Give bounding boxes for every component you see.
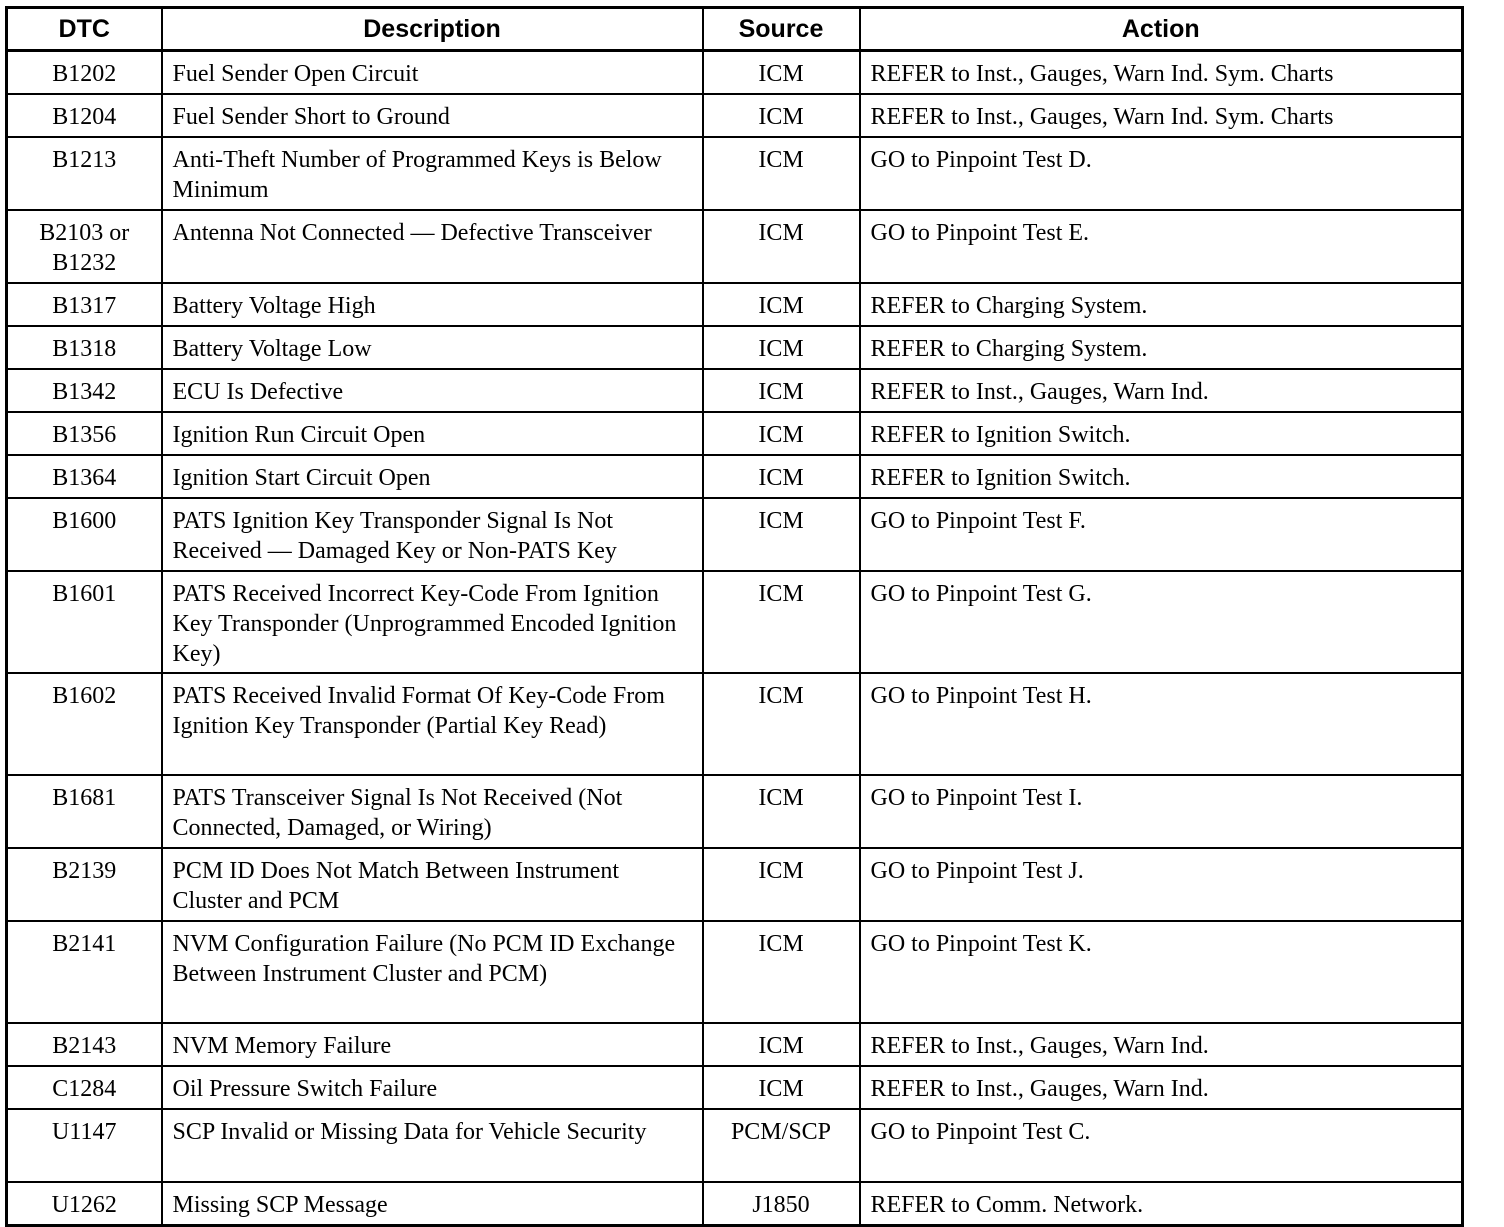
- table-row: [7, 498, 1463, 571]
- dtc-code: B1318: [7, 326, 162, 369]
- dtc-description: Fuel Sender Open Circuit: [162, 51, 703, 95]
- dtc-code: C1284: [7, 1066, 162, 1109]
- table-row: [7, 326, 1463, 369]
- dtc-code: B1202: [7, 51, 162, 95]
- table-row: [7, 283, 1463, 326]
- table-row: [7, 94, 1463, 137]
- dtc-code: B1602: [7, 673, 162, 775]
- dtc-source: ICM: [703, 455, 860, 498]
- dtc-code: B2139: [7, 848, 162, 921]
- dtc-source: ICM: [703, 571, 860, 673]
- table-row: [7, 412, 1463, 455]
- header-source: Source: [703, 8, 860, 51]
- table-row: [7, 455, 1463, 498]
- dtc-description: Missing SCP Message: [162, 1182, 703, 1226]
- dtc-description: Antenna Not Connected — Defective Transceiver: [162, 210, 703, 283]
- dtc-source: ICM: [703, 1023, 860, 1066]
- dtc-source: ICM: [703, 51, 860, 95]
- dtc-code: B1681: [7, 775, 162, 848]
- dtc-description: Battery Voltage Low: [162, 326, 703, 369]
- table-header: [7, 8, 1463, 51]
- dtc-description: SCP Invalid or Missing Data for Vehicle Security: [162, 1109, 703, 1182]
- header-action: Action: [860, 8, 1463, 51]
- dtc-code: U1262: [7, 1182, 162, 1226]
- dtc-action: GO to Pinpoint Test H.: [860, 673, 1463, 775]
- dtc-code: B1600: [7, 498, 162, 571]
- dtc-source: ICM: [703, 412, 860, 455]
- dtc-description: Ignition Start Circuit Open: [162, 455, 703, 498]
- dtc-description: PATS Transceiver Signal Is Not Received (Not Connected, Damaged, or Wiring): [162, 775, 703, 848]
- dtc-description: ECU Is Defective: [162, 369, 703, 412]
- dtc-description: Anti-Theft Number of Programmed Keys is Below Minimum: [162, 137, 703, 210]
- dtc-action: REFER to Ignition Switch.: [860, 455, 1463, 498]
- dtc-code: B1317: [7, 283, 162, 326]
- dtc-table: [5, 6, 1464, 1227]
- dtc-code: B2143: [7, 1023, 162, 1066]
- dtc-action: REFER to Charging System.: [860, 283, 1463, 326]
- table-row: [7, 1182, 1463, 1226]
- table-body: [7, 51, 1463, 1226]
- dtc-action: REFER to Ignition Switch.: [860, 412, 1463, 455]
- dtc-action: REFER to Inst., Gauges, Warn Ind.: [860, 369, 1463, 412]
- dtc-action: REFER to Comm. Network.: [860, 1182, 1463, 1226]
- dtc-code: B2141: [7, 921, 162, 1023]
- dtc-description: Battery Voltage High: [162, 283, 703, 326]
- dtc-source: ICM: [703, 369, 860, 412]
- header-description: Description: [162, 8, 703, 51]
- dtc-action: GO to Pinpoint Test D.: [860, 137, 1463, 210]
- dtc-code: B1356: [7, 412, 162, 455]
- dtc-description: PATS Received Incorrect Key-Code From Ignition Key Transponder (Unprogrammed Encoded Ignition Key): [162, 571, 703, 673]
- header-row: [7, 8, 1463, 51]
- dtc-source: J1850: [703, 1182, 860, 1226]
- dtc-description: NVM Memory Failure: [162, 1023, 703, 1066]
- dtc-action: REFER to Inst., Gauges, Warn Ind. Sym. Charts: [860, 51, 1463, 95]
- table-row: [7, 848, 1463, 921]
- table-row: [7, 137, 1463, 210]
- dtc-description: PATS Received Invalid Format Of Key-Code From Ignition Key Transponder (Partial Key Read): [162, 673, 703, 775]
- table-row: [7, 369, 1463, 412]
- dtc-code: B1213: [7, 137, 162, 210]
- dtc-code: B1601: [7, 571, 162, 673]
- dtc-code: B2103 or B1232: [7, 210, 162, 283]
- dtc-code: B1204: [7, 94, 162, 137]
- dtc-description: Fuel Sender Short to Ground: [162, 94, 703, 137]
- dtc-description: PATS Ignition Key Transponder Signal Is Not Received — Damaged Key or Non-PATS Key: [162, 498, 703, 571]
- dtc-action: GO to Pinpoint Test G.: [860, 571, 1463, 673]
- dtc-source: ICM: [703, 94, 860, 137]
- dtc-description: Oil Pressure Switch Failure: [162, 1066, 703, 1109]
- table-row: [7, 775, 1463, 848]
- table-row: [7, 210, 1463, 283]
- dtc-source: ICM: [703, 137, 860, 210]
- dtc-source: ICM: [703, 283, 860, 326]
- dtc-action: REFER to Inst., Gauges, Warn Ind. Sym. Charts: [860, 94, 1463, 137]
- dtc-source: ICM: [703, 775, 860, 848]
- dtc-source: ICM: [703, 673, 860, 775]
- dtc-source: ICM: [703, 210, 860, 283]
- dtc-description: NVM Configuration Failure (No PCM ID Exchange Between Instrument Cluster and PCM): [162, 921, 703, 1023]
- header-dtc: DTC: [7, 8, 162, 51]
- table-row: [7, 1109, 1463, 1182]
- dtc-source: ICM: [703, 498, 860, 571]
- dtc-action: REFER to Inst., Gauges, Warn Ind.: [860, 1023, 1463, 1066]
- dtc-action: REFER to Charging System.: [860, 326, 1463, 369]
- dtc-code: B1364: [7, 455, 162, 498]
- dtc-action: GO to Pinpoint Test J.: [860, 848, 1463, 921]
- dtc-source: ICM: [703, 326, 860, 369]
- dtc-code: U1147: [7, 1109, 162, 1182]
- dtc-source: ICM: [703, 1066, 860, 1109]
- dtc-action: GO to Pinpoint Test K.: [860, 921, 1463, 1023]
- dtc-action: GO to Pinpoint Test I.: [860, 775, 1463, 848]
- dtc-source: ICM: [703, 921, 860, 1023]
- dtc-action: GO to Pinpoint Test C.: [860, 1109, 1463, 1182]
- table-row: [7, 673, 1463, 775]
- table-row: [7, 921, 1463, 1023]
- dtc-action: GO to Pinpoint Test F.: [860, 498, 1463, 571]
- table-row: [7, 1066, 1463, 1109]
- dtc-action: GO to Pinpoint Test E.: [860, 210, 1463, 283]
- dtc-source: ICM: [703, 848, 860, 921]
- dtc-action: REFER to Inst., Gauges, Warn Ind.: [860, 1066, 1463, 1109]
- table-row: [7, 571, 1463, 673]
- dtc-description: Ignition Run Circuit Open: [162, 412, 703, 455]
- dtc-code: B1342: [7, 369, 162, 412]
- table-row: [7, 51, 1463, 95]
- table-row: [7, 1023, 1463, 1066]
- dtc-source: PCM/SCP: [703, 1109, 860, 1182]
- dtc-description: PCM ID Does Not Match Between Instrument Cluster and PCM: [162, 848, 703, 921]
